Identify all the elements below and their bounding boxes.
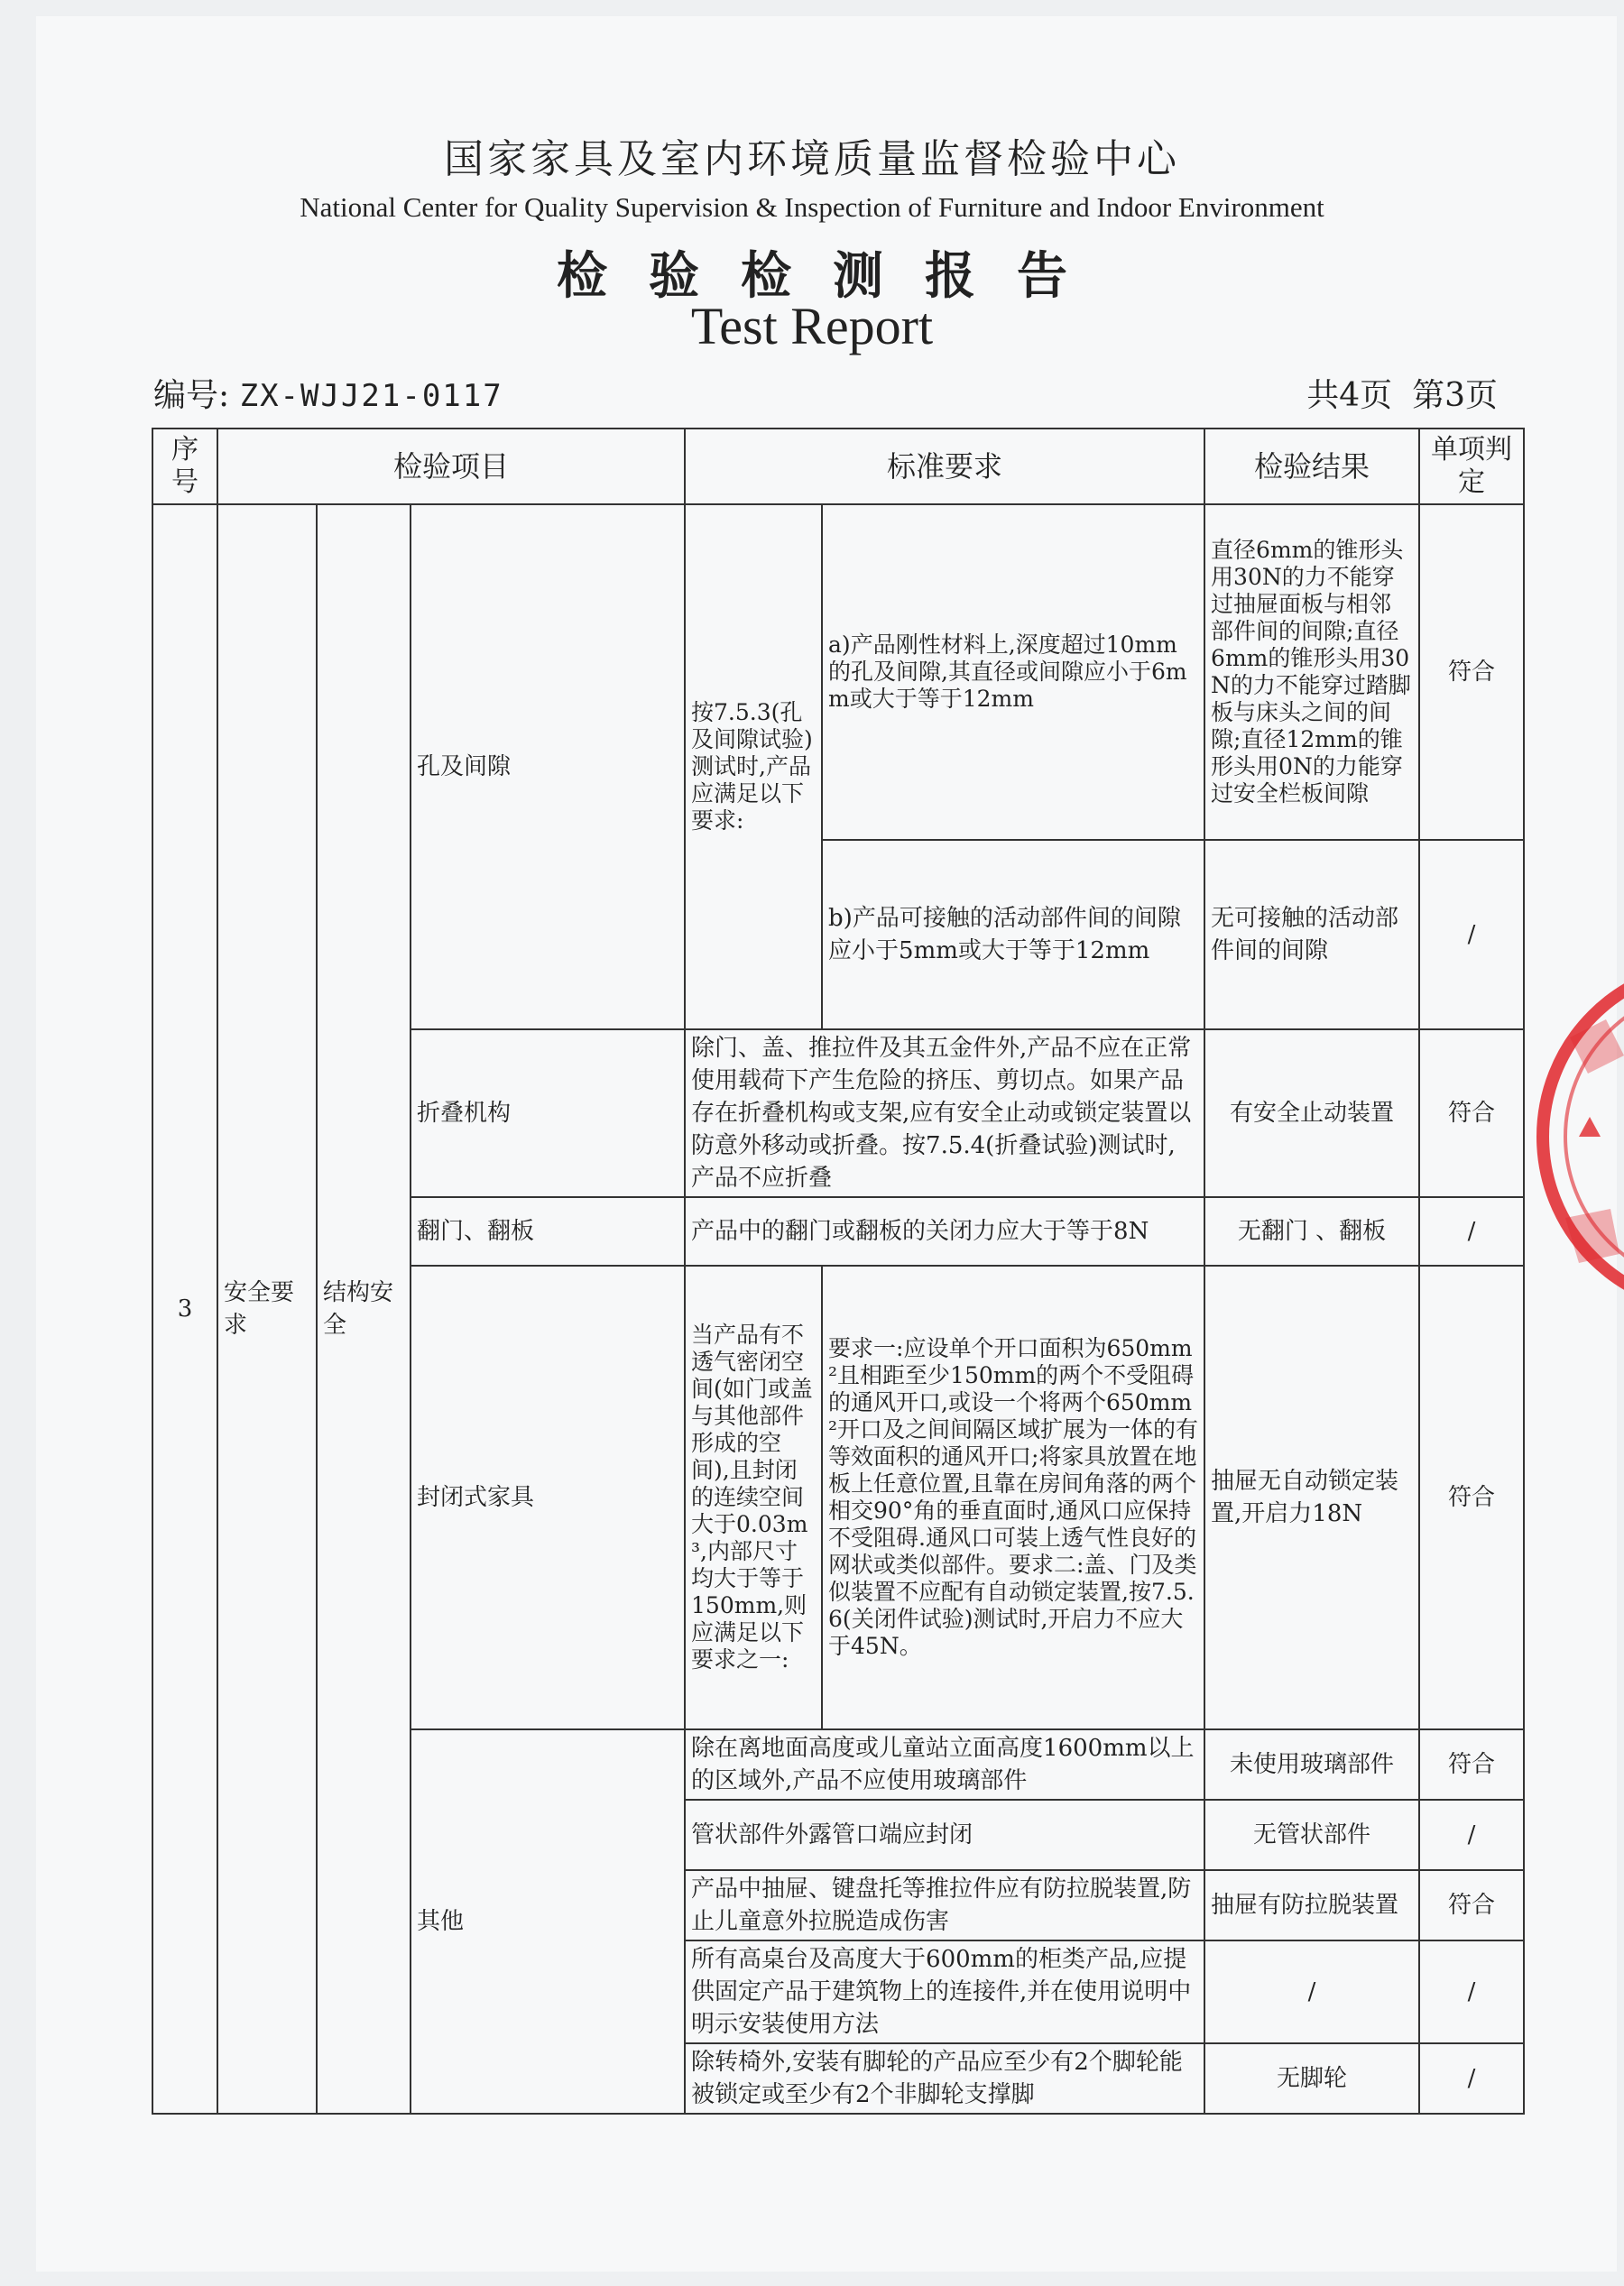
result-folding: 有安全止动装置 [1204, 1029, 1419, 1197]
report-number-value: ZX-WJJ21-0117 [239, 378, 503, 414]
result-holes-b: 无可接触的活动部件间的间隙 [1204, 840, 1419, 1029]
verdict-other-5: / [1419, 2043, 1524, 2114]
header-verdict: 单项判定 [1419, 429, 1524, 504]
report-number [153, 370, 503, 416]
header-result: 检验结果 [1204, 429, 1419, 504]
verdict-holes-a: 符合 [1419, 504, 1524, 840]
result-other-2: 无管状部件 [1204, 1800, 1419, 1870]
req-holes-a: a)产品刚性材料上,深度超过10mm的孔及间隙,其直径或间隙应小于6mm或大于等于12mm [822, 504, 1204, 840]
result-other-5: 无脚轮 [1204, 2043, 1419, 2114]
item-other: 其他 [411, 1729, 685, 2114]
req-other-4: 所有高桌台及高度大于600mm的柜类产品,应提供固定产品于建筑物上的连接件,并在使用说明中明示安装使用方法 [685, 1940, 1204, 2043]
result-enclosed: 抽屉无自动锁定装置,开启力18N [1204, 1266, 1419, 1729]
method-holes: 按7.5.3(孔及间隙试验)测试时,产品应满足以下要求: [685, 504, 822, 1029]
report-number-label: 编号: [153, 377, 230, 414]
org-name-en: National Center for Quality Supervision & Inspection of Furniture and Indoor Environment [300, 191, 1324, 223]
verdict-holes-b: / [1419, 840, 1524, 1029]
verdict-folding: 符合 [1419, 1029, 1524, 1197]
req-flap: 产品中的翻门或翻板的关闭力应大于等于8N [685, 1197, 1204, 1266]
verdict-other-2: / [1419, 1800, 1524, 1870]
report-title-cn: 检验检测报告 [557, 246, 1109, 306]
result-flap: 无翻门 、翻板 [1204, 1197, 1419, 1266]
req-other-5: 除转椅外,安装有脚轮的产品应至少有2个脚轮能被锁定或至少有2个非脚轮支撑脚 [685, 2043, 1204, 2114]
category-cell: 安全要求 [217, 504, 317, 2114]
result-other-3: 抽屉有防拉脱装置 [1204, 1870, 1419, 1940]
org-name-cn: 国家家具及室内环境质量监督检验中心 [444, 136, 1180, 182]
verdict-other-4: / [1419, 1940, 1524, 2043]
seq-cell: 3 [152, 504, 217, 2114]
req-other-1: 除在离地面高度或儿童站立面高度1600mm以上的区域外,产品不应使用玻璃部件 [685, 1729, 1204, 1800]
current-page: 第3页 [1412, 377, 1498, 414]
result-other-4: / [1204, 1940, 1419, 2043]
report-title-en: Test Report [690, 297, 934, 355]
item-folding: 折叠机构 [411, 1029, 685, 1197]
req-other-2: 管状部件外露管口端应封闭 [685, 1800, 1204, 1870]
method-enclosed: 当产品有不透气密闭空间(如门或盖与其他部件形成的空间),且封闭的连续空间大于0.03m³,内部尺寸均大于等于150mm,则应满足以下要求之一: [685, 1266, 822, 1729]
verdict-other-1: 符合 [1419, 1729, 1524, 1800]
item-flap: 翻门、翻板 [411, 1197, 685, 1266]
verdict-flap: / [1419, 1197, 1524, 1266]
verdict-enclosed: 符合 [1419, 1266, 1524, 1729]
req-other-3: 产品中抽屉、键盘托等推拉件应有防拉脱装置,防止儿童意外拉脱造成伤害 [685, 1870, 1204, 1940]
total-pages: 共4页 [1306, 377, 1393, 414]
header-requirement: 标准要求 [685, 429, 1204, 504]
item-enclosed: 封闭式家具 [411, 1266, 685, 1729]
req-holes-b: b)产品可接触的活动部件间的间隙应小于5mm或大于等于12mm [822, 840, 1204, 1029]
req-enclosed: 要求一:应设单个开口面积为650mm²且相距至少150mm的两个不受阻碍的通风开口,或设一个将两个650mm²开口及之间间隔区域扩展为一体的有等效面积的通风开口;将家具放置在地板上任意位置,且靠在房间角落的两个相交90°角的垂直面时,通风口应保持不受阻碍.通风口可装上透气性良好的网状或类似部件。要求二:盖、门及类似装置不应配有自动锁定装置,按7.5.6(关闭件试验)测试时,开启力不应大于45N。 [822, 1266, 1204, 1729]
req-folding: 除门、盖、推拉件及其五金件外,产品不应在正常使用载荷下产生危险的挤压、剪切点。如果产品存在折叠机构或支架,应有安全止动或锁定装置以防意外移动或折叠。按7.5.4(折叠试验)测试时,产品不应折叠 [685, 1029, 1204, 1197]
result-holes-a: 直径6mm的锥形头用30N的力不能穿过抽屉面板与相邻部件间的间隙;直径6mm的锥形头用30N的力不能穿过踏脚板与床头之间的间隙;直径12mm的锥形头用0N的力能穿过安全栏板间隙 [1204, 504, 1419, 840]
subcategory-cell: 结构安全 [317, 504, 411, 2114]
verdict-other-3: 符合 [1419, 1870, 1524, 1940]
item-holes: 孔及间隙 [411, 504, 685, 1029]
official-seal-stamp [1534, 956, 1624, 1317]
header-seq: 序号 [152, 429, 217, 504]
table-row [152, 504, 1524, 840]
inspection-table [152, 428, 1525, 2115]
header-item: 检验项目 [217, 429, 685, 504]
table-header-row [152, 429, 1524, 504]
result-other-1: 未使用玻璃部件 [1204, 1729, 1419, 1800]
page-count [1287, 370, 1498, 416]
